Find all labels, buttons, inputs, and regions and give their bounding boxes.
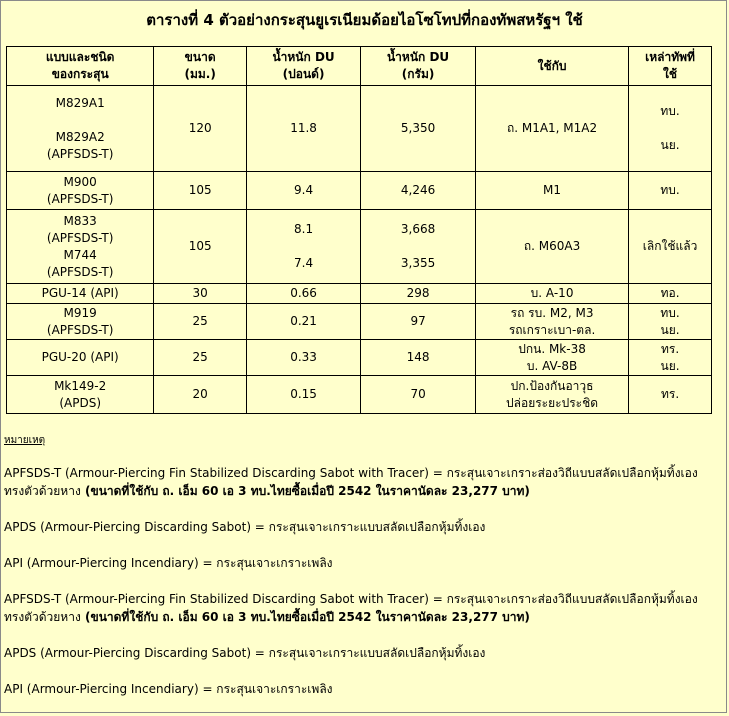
cell-line: M829A2 (55, 129, 105, 144)
cell-line: ทบ. (660, 183, 680, 197)
cell-du-lb (246, 284, 360, 304)
header-line: (ปอนด์) (282, 67, 325, 81)
cell-line: 20 (192, 387, 208, 401)
note-item (4, 590, 728, 626)
cell-line: ถ. M60A3 (523, 239, 581, 253)
cell-du-g (361, 172, 476, 210)
cell-line: M900 (63, 174, 97, 189)
cell-used-with (476, 86, 629, 172)
cell-line: M829A1 (55, 95, 105, 110)
cell-type (7, 376, 154, 414)
header-branch (629, 47, 712, 86)
header-line: ของกระสุน (51, 67, 109, 81)
note-text: APDS (Armour-Piercing Discarding Sabot) = กระสุนเจาะเกราะแบบสลัดเปลือกหุ้มทิ้งเอง (4, 646, 486, 660)
table-row (7, 304, 712, 340)
cell-used-with (476, 284, 629, 304)
header-used-with (476, 47, 629, 86)
cell-line (9, 112, 151, 129)
table-row (7, 284, 712, 304)
cell-du-g (361, 284, 476, 304)
cell-line: บ. A-10 (530, 286, 574, 300)
cell-du-g (361, 376, 476, 414)
cell-line (631, 120, 709, 137)
cell-line: M744 (63, 247, 97, 262)
cell-type (7, 172, 154, 210)
table-header-row (7, 47, 712, 86)
cell-line (363, 238, 473, 255)
cell-branch (629, 284, 712, 304)
header-type (7, 47, 154, 86)
header-line: ขนาด (184, 50, 216, 64)
table-row (7, 340, 712, 376)
cell-line: 0.15 (290, 387, 317, 401)
cell-line: (APFSDS-T) (46, 322, 114, 337)
cell-branch (629, 86, 712, 172)
cell-used-with (476, 304, 629, 340)
cell-branch (629, 340, 712, 376)
table-row (7, 86, 712, 172)
table-row (7, 210, 712, 284)
cell-du-g (361, 304, 476, 340)
header-du-g (361, 47, 476, 86)
cell-size (154, 172, 247, 210)
cell-line: 3,668 (400, 222, 436, 236)
note-item (4, 680, 728, 698)
cell-line: ทอ. (660, 286, 680, 300)
cell-line: 105 (188, 183, 212, 197)
cell-line: (APFSDS-T) (46, 191, 114, 206)
cell-line: (APFSDS-T) (46, 230, 114, 245)
cell-line: PGU-20 (API) (41, 350, 119, 364)
table-row (7, 376, 712, 414)
header-line: ใช้ (663, 67, 678, 81)
note-item (4, 464, 728, 500)
cell-line: ทร. (660, 341, 680, 356)
cell-line: Mk149-2 (54, 378, 107, 393)
header-line: (มม.) (184, 67, 216, 81)
cell-type (7, 210, 154, 284)
header-du-lb (246, 47, 360, 86)
cell-line: 4,246 (400, 183, 436, 197)
cell-line: PGU-14 (API) (41, 286, 119, 300)
cell-du-lb (246, 340, 360, 376)
table-title: ตารางที่ 4 ตัวอย่างกระสุนยูเรเนียมด้อยไอโซโทปที่กองทัพสหรัฐฯ ใช้ (146, 11, 583, 29)
note-text: APDS (Armour-Piercing Discarding Sabot) = กระสุนเจาะเกราะแบบสลัดเปลือกหุ้มทิ้งเอง (4, 520, 486, 534)
cell-line: ทบ. (660, 104, 680, 118)
cell-type (7, 340, 154, 376)
header-line: น้ำหนัก DU (386, 50, 450, 64)
cell-line: 120 (188, 121, 212, 135)
cell-line: รถ รบ. M2, M3 (510, 305, 594, 320)
cell-line: 11.8 (290, 121, 317, 135)
cell-du-lb (246, 304, 360, 340)
cell-du-lb (246, 172, 360, 210)
cell-line: M919 (63, 305, 97, 320)
cell-size (154, 284, 247, 304)
cell-du-g (361, 210, 476, 284)
cell-line: ทบ. (660, 305, 680, 320)
notes-heading: หมายเหตุ (4, 435, 46, 446)
cell-line: 70 (410, 387, 426, 401)
header-line: เหล่าทัพที่ (645, 50, 695, 64)
cell-line: ปก.ป้องกันอาวุธ (510, 378, 594, 393)
note-text: API (Armour-Piercing Incendiary) = กระสุนเจาะเกราะเพลิง (4, 682, 333, 696)
header-line: (กรัม) (401, 67, 435, 81)
cell-used-with (476, 210, 629, 284)
table-row (7, 172, 712, 210)
cell-line (249, 238, 358, 255)
cell-du-lb (246, 376, 360, 414)
cell-line: 8.1 (294, 222, 314, 236)
cell-du-lb (246, 210, 360, 284)
cell-line: M833 (63, 213, 97, 228)
cell-line: เลิกใช้แล้ว (642, 239, 698, 253)
ammunition-table (6, 46, 712, 414)
cell-type (7, 86, 154, 172)
cell-line: บ. AV-8B (526, 358, 578, 373)
cell-line: 25 (192, 350, 208, 364)
cell-line: (APDS) (59, 395, 101, 410)
cell-used-with (476, 172, 629, 210)
cell-line: 148 (406, 350, 430, 364)
cell-du-g (361, 86, 476, 172)
note-bold-text: (ขนาดที่ใช้กับ ถ. เอ็ม 60 เอ 3 ทบ.ไทยซื้อเมื่อปี 2542 ในราคานัดละ 23,277 บาท) (80, 610, 530, 624)
cell-line: 30 (192, 286, 208, 300)
cell-line: นย. (660, 138, 680, 152)
cell-line: 9.4 (294, 183, 314, 197)
cell-branch (629, 376, 712, 414)
cell-line: ถ. M1A1, M1A2 (506, 121, 598, 135)
note-item (4, 518, 728, 536)
header-line: น้ำหนัก DU (272, 50, 335, 64)
cell-line: 5,350 (400, 121, 436, 135)
notes-section (4, 433, 728, 716)
cell-line: 105 (188, 239, 212, 253)
cell-branch (629, 304, 712, 340)
cell-du-lb (246, 86, 360, 172)
cell-used-with (476, 340, 629, 376)
note-item (4, 554, 728, 572)
table-body (7, 86, 712, 414)
cell-branch (629, 210, 712, 284)
cell-line: 7.4 (294, 256, 314, 270)
cell-size (154, 340, 247, 376)
header-line: ใช้กับ (537, 58, 567, 73)
cell-type (7, 304, 154, 340)
cell-line: รถเกราะเบา-ตล. (508, 322, 596, 337)
notes-list (4, 464, 728, 698)
cell-line: 0.21 (290, 314, 317, 328)
note-text: APFSDS-T (Armour-Piercing Fin Stabilized Discarding Sabot with Tracer) = กระสุนเจาะเกราะส่องวิถีแบบสลัดเปลือกหุ้มทิ้งเองทรงตัวด้วยหาง (4, 466, 698, 498)
note-item (4, 644, 728, 662)
cell-size (154, 86, 247, 172)
cell-line: (APFSDS-T) (46, 146, 114, 161)
note-text: APFSDS-T (Armour-Piercing Fin Stabilized Discarding Sabot with Tracer) = กระสุนเจาะเกราะส่องวิถีแบบสลัดเปลือกหุ้มทิ้งเองทรงตัวด้วยหาง (4, 592, 698, 624)
cell-line: นย. (660, 322, 680, 337)
cell-line: ปล่อยระยะประชิด (506, 395, 599, 410)
cell-branch (629, 172, 712, 210)
cell-line: 97 (410, 314, 426, 328)
cell-used-with (476, 376, 629, 414)
cell-du-g (361, 340, 476, 376)
cell-line: 25 (192, 314, 208, 328)
cell-line: 298 (406, 286, 430, 300)
cell-line: นย. (660, 358, 680, 373)
cell-line: ทร. (660, 387, 680, 401)
header-size (154, 47, 247, 86)
cell-line: (APFSDS-T) (46, 264, 114, 279)
cell-size (154, 376, 247, 414)
cell-line: 3,355 (400, 256, 436, 270)
header-line: แบบและชนิด (45, 50, 115, 64)
cell-type (7, 284, 154, 304)
cell-line: 0.66 (290, 286, 317, 300)
cell-line: 0.33 (290, 350, 317, 364)
note-text: API (Armour-Piercing Incendiary) = กระสุนเจาะเกราะเพลิง (4, 556, 333, 570)
cell-line: ปกน. Mk-38 (518, 341, 586, 356)
cell-size (154, 304, 247, 340)
cell-size (154, 210, 247, 284)
note-bold-text: (ขนาดที่ใช้กับ ถ. เอ็ม 60 เอ 3 ทบ.ไทยซื้อเมื่อปี 2542 ในราคานัดละ 23,277 บาท) (80, 484, 530, 498)
cell-line: M1 (543, 183, 562, 197)
